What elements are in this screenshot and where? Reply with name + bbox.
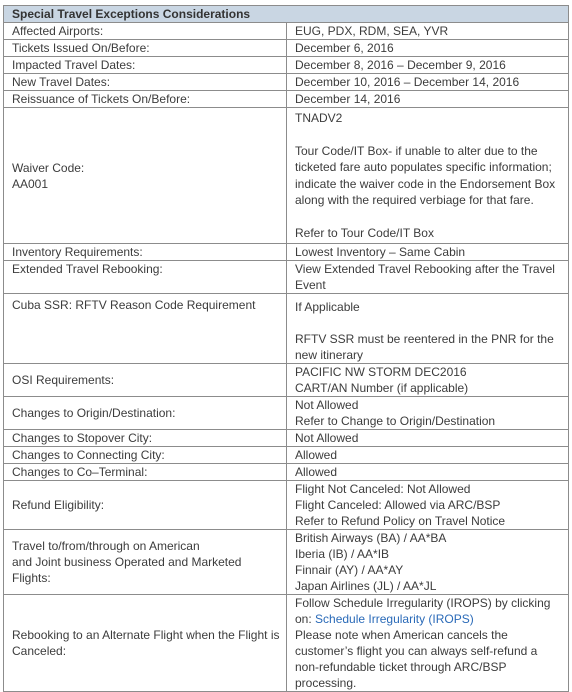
row-label: Impacted Travel Dates: [4,57,287,74]
refund-value: Flight Not Canceled: Not Allowed [295,482,471,496]
row-label: Changes to Co–Terminal: [4,464,287,481]
waiver-code-label: AA001 [12,176,49,191]
partners-label-cell [4,530,287,595]
row-label: Changes to Origin/Destination: [4,397,287,430]
table-row-cuba [4,294,569,364]
origin-value-2: Refer to Change to Origin/Destination [295,414,496,428]
table-row [4,91,569,108]
origin-value: Not Allowed [295,398,359,412]
row-label: Affected Airports: [4,23,287,40]
waiver-code: TNADV2 [295,111,343,125]
table-row [4,57,569,74]
origin-value-cell [287,397,569,430]
table-row [4,530,569,595]
partners-label: and Joint business Operated and Marketed [12,555,242,569]
row-value: December 6, 2016 [287,40,569,57]
cuba-value-cell [287,294,569,364]
rebooking-text [295,595,564,627]
row-value: View Extended Travel Rebooking after the Travel Event [287,261,569,294]
row-value: December 8, 2016 – December 9, 2016 [287,57,569,74]
table-row [4,481,569,530]
row-label: Changes to Connecting City: [4,447,287,464]
row-value: Not Allowed [287,430,569,447]
partners-label: Flights: [12,571,51,585]
iraps-link[interactable]: Schedule Irregularity (IROPS) [315,612,474,626]
table-row [4,464,569,481]
partner-value: Finnair (AY) / AA*AY [295,563,404,577]
osi-value-cell [287,364,569,397]
waiver-label: Waiver Code: [12,160,85,175]
rebooking-value-cell [287,595,569,692]
row-label: Rebooking to an Alternate Flight when the Flight is Canceled: [4,595,287,692]
refund-value-cell [287,481,569,530]
row-value: Allowed [287,447,569,464]
rebooking-note: Please note when American cancels the customer’s flight you can always self-refund a non-refundable ticket through ARC/BSP processing. [295,628,538,690]
partners-label: Travel to/from/through on American [12,539,200,553]
partner-value: Iberia (IB) / AA*IB [295,547,390,561]
waiver-value-cell [287,108,569,244]
row-label: New Travel Dates: [4,74,287,91]
osi-value-2: CART/AN Number (if applicable) [295,381,469,395]
exceptions-table [3,5,569,692]
row-label: Tickets Issued On/Before: [4,40,287,57]
table-row-rebooking [4,595,569,692]
row-value: December 14, 2016 [287,91,569,108]
rebooking-intro: Follow Schedule Irregularity (IROPS) by clicking on: [295,596,551,626]
table-row [4,74,569,91]
cuba-value: If Applicable [295,300,360,314]
table-row [4,364,569,397]
waiver-label-cell [4,108,287,244]
exceptions-table-frame [3,5,568,692]
table-row [4,397,569,430]
refund-value: Flight Canceled: Allowed via ARC/BSP [295,498,501,512]
row-label: Refund Eligibility: [4,481,287,530]
partners-value-cell [287,530,569,595]
table-title: Special Travel Exceptions Considerations [4,6,569,23]
table-row [4,244,569,261]
row-label: Changes to Stopover City: [4,430,287,447]
waiver-note: Tour Code/IT Box- if unable to alter due to the ticketed fare auto populates specific information; indicate the waiver code in the Endorsement Box along with the required verbiage for that fare. [295,143,556,207]
row-label: Inventory Requirements: [4,244,287,261]
row-label: OSI Requirements: [4,364,287,397]
row-label: Cuba SSR: RFTV Reason Code Requirement [4,294,287,364]
row-label: Reissuance of Tickets On/Before: [4,91,287,108]
table-row [4,261,569,294]
partner-value: British Airways (BA) / AA*BA [295,531,447,545]
table-row-waiver [4,108,569,244]
row-label: Extended Travel Rebooking: [4,261,287,294]
table-row [4,40,569,57]
row-value: Allowed [287,464,569,481]
table-row [4,447,569,464]
partner-value: Japan Airlines (JL) / AA*JL [295,579,437,593]
osi-value: PACIFIC NW STORM DEC2016 [295,365,467,379]
table-row [4,430,569,447]
row-value: Lowest Inventory – Same Cabin [287,244,569,261]
refund-value: Refer to Refund Policy on Travel Notice [295,514,506,528]
row-value: December 10, 2016 – December 14, 2016 [287,74,569,91]
row-value: EUG, PDX, RDM, SEA, YVR [287,23,569,40]
cuba-note: RFTV SSR must be reentered in the PNR for the new itinerary [295,332,554,362]
waiver-refer: Refer to Tour Code/IT Box [295,225,434,240]
table-row [4,23,569,40]
